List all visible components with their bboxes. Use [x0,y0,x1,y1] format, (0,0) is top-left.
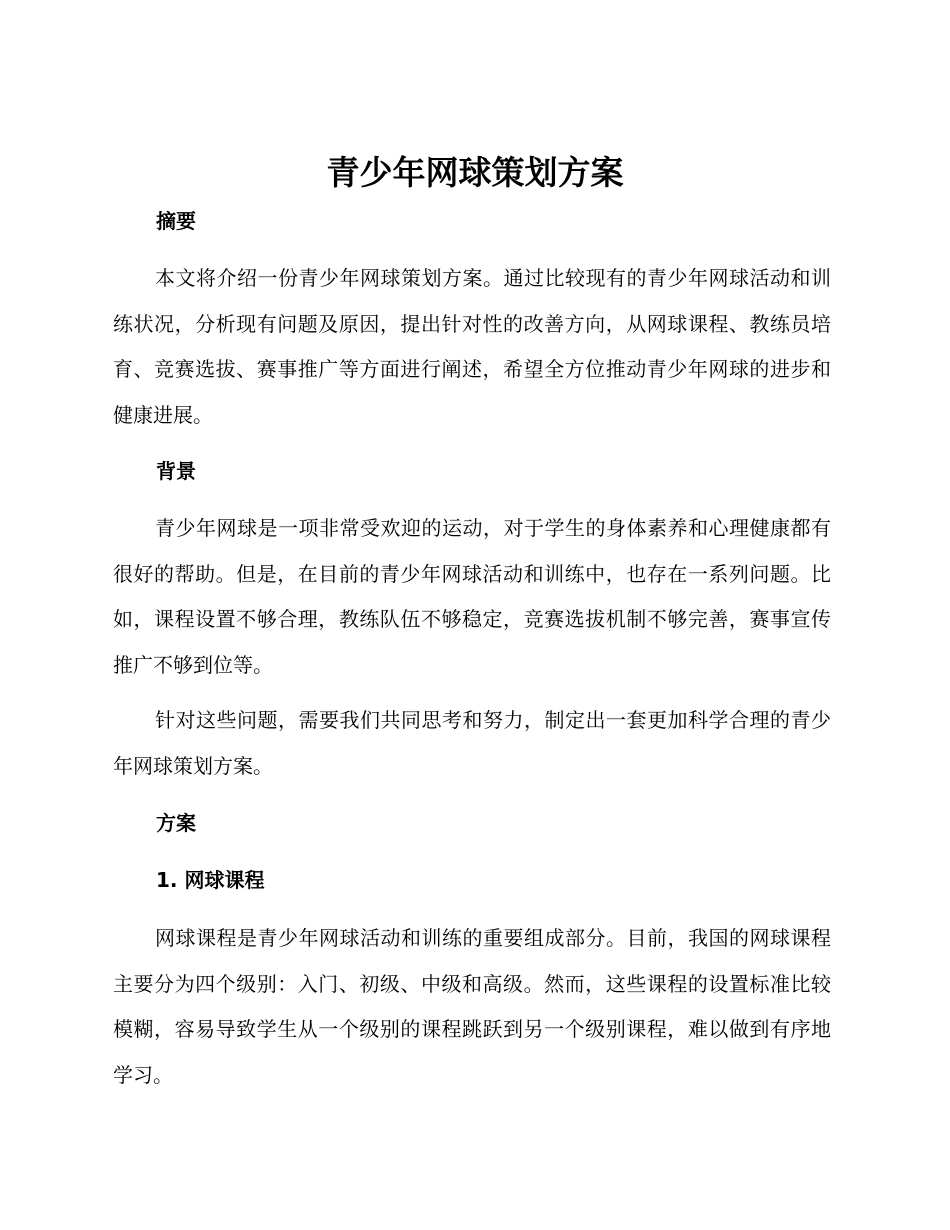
background-paragraph-1: 青少年网球是一项非常受欢迎的运动，对于学生的身体素养和心理健康都有很好的帮助。但是，在目前的青少年网球活动和训练中，也存在一系列问题。比如，课程设置不够合理，教练队伍不够稳定，竞赛选拔机制不够完善，赛事宣传推广不够到位等。 [113,516,831,677]
background-paragraph-2: 针对这些问题，需要我们共同思考和努力，制定出一套更加科学合理的青少年网球策划方案。 [113,708,831,778]
background-heading: 背景 [156,459,196,483]
section-1-paragraph: 网球课程是青少年网球活动和训练的重要组成部分。目前，我国的网球课程主要分为四个级别：入门、初级、中级和高级。然而，这些课程的设置标准比较模糊，容易导致学生从一个级别的课程跳跃到另一个级别课程，难以做到有序地学习。 [113,926,831,1087]
abstract-heading: 摘要 [156,209,196,233]
abstract-paragraph: 本文将介绍一份青少年网球策划方案。通过比较现有的青少年网球活动和训练状况，分析现有问题及原因，提出针对性的改善方向，从网球课程、教练员培育、竞赛选拔、赛事推广等方面进行阐述，希望全方位推动青少年网球的进步和健康进展。 [113,266,831,427]
section-1-heading: 1. 网球课程 [156,868,265,892]
document-title: 青少年网球策划方案 [326,153,624,192]
plan-heading: 方案 [156,811,196,835]
